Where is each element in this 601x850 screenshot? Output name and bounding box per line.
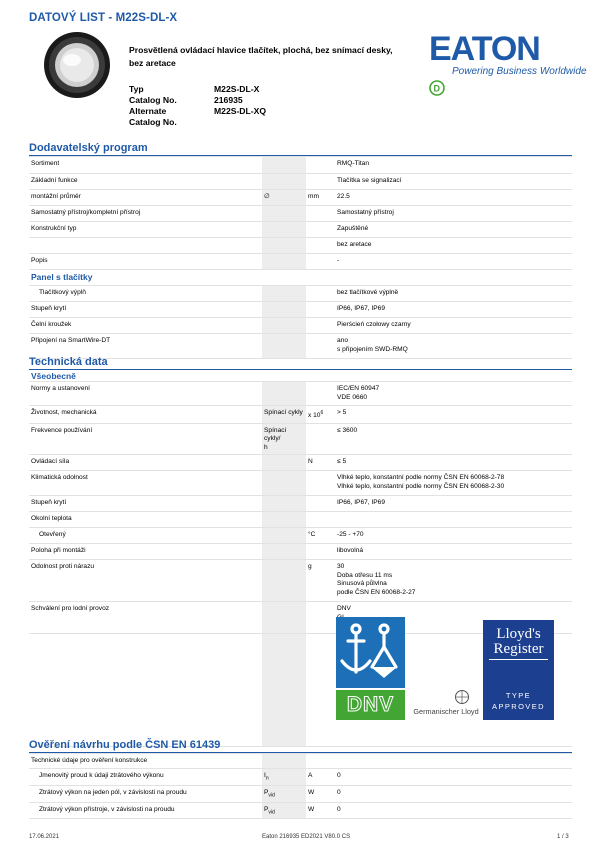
row-unit xyxy=(262,382,306,406)
row-symbol xyxy=(306,602,335,634)
row-value: ≤ 3600 xyxy=(335,423,572,455)
row-value: ≤ 5 xyxy=(335,455,572,471)
table-row xyxy=(29,560,572,602)
table-row xyxy=(29,544,572,560)
row-unit xyxy=(262,423,306,455)
table-row xyxy=(29,496,572,512)
table-row xyxy=(29,785,572,802)
row-unit xyxy=(262,222,306,238)
row-symbol: A xyxy=(306,769,335,786)
unit-subscript: vid xyxy=(268,808,275,815)
row-unit xyxy=(262,455,306,471)
lloyds-register-logo xyxy=(483,620,554,720)
unit-subscript: vid xyxy=(268,792,275,799)
row-value: IP66, IP67, IP69 xyxy=(335,302,572,318)
row-label: Tlačítkový výplň xyxy=(29,286,262,302)
table-row xyxy=(29,769,572,786)
row-unit-line: Spínací cykly/ xyxy=(264,426,287,443)
row-unit: Spínací cykly xyxy=(262,406,306,424)
page-title: DATOVÝ LIST - M22S-DL-X xyxy=(29,12,178,24)
row-value: libovolná xyxy=(335,544,572,560)
eaton-tagline: Powering Business Worldwide xyxy=(452,66,587,77)
row-unit xyxy=(262,560,306,602)
row-unit xyxy=(262,286,306,302)
row-label: Životnost, mechanická xyxy=(29,406,262,424)
row-value: RMQ-Titan xyxy=(335,157,572,174)
row-value xyxy=(335,334,572,359)
unit-subscript: n xyxy=(265,775,269,782)
meta-catalog-label: Catalog No. xyxy=(129,95,177,105)
table-row xyxy=(29,455,572,471)
row-label: Otevřený xyxy=(29,528,262,544)
unit-base: P xyxy=(264,788,269,796)
table-row xyxy=(29,423,572,455)
row-symbol xyxy=(306,512,335,528)
row-unit xyxy=(262,785,306,802)
table-row xyxy=(29,754,572,769)
row-label: Samostatný přístroj/kompletní přístroj xyxy=(29,206,262,222)
section-technicka-subtitle: Všeobecně xyxy=(31,371,76,381)
row-unit xyxy=(262,512,306,528)
table-row xyxy=(29,318,572,334)
row-value: - xyxy=(335,254,572,270)
unit-base: I xyxy=(264,772,266,779)
row-symbol xyxy=(306,423,335,455)
table-row xyxy=(29,174,572,190)
section-divider xyxy=(29,369,572,370)
table-row xyxy=(29,471,572,496)
table-row xyxy=(29,157,572,174)
row-value: Samostatný přístroj xyxy=(335,206,572,222)
row-symbol: g xyxy=(306,560,335,602)
row-unit: ∅ xyxy=(262,190,306,206)
table-row xyxy=(29,382,572,406)
row-value: -25 - +70 xyxy=(335,528,572,544)
row-label: Klimatická odolnost xyxy=(29,471,262,496)
row-value: 0 xyxy=(335,769,572,786)
row-value-line: Doba otřesu 11 ms xyxy=(337,571,393,579)
row-value: 0 xyxy=(335,785,572,802)
row-value: Zapuštěné xyxy=(335,222,572,238)
row-value xyxy=(335,754,572,769)
dnv-logo xyxy=(336,690,405,720)
section-dodavatelsky-title: Dodavatelský program xyxy=(29,142,148,154)
row-symbol xyxy=(306,174,335,190)
section-technicka-title: Technická data xyxy=(29,356,108,368)
row-label: Ovládací síla xyxy=(29,455,262,471)
row-value: Tlačítka se signalizací xyxy=(335,174,572,190)
row-label: Sortiment xyxy=(29,157,262,174)
symbol-base: x 10 xyxy=(308,412,321,420)
row-value xyxy=(335,560,572,602)
row-unit xyxy=(262,769,306,786)
overeni-table xyxy=(29,753,572,819)
row-unit xyxy=(262,318,306,334)
row-symbol: N xyxy=(306,455,335,471)
table-row xyxy=(29,238,572,254)
row-unit-line: h xyxy=(264,443,268,451)
table-row xyxy=(29,406,572,424)
gl-logo-text: Germanischer Lloyd xyxy=(413,707,479,716)
row-label: Stupeň krytí xyxy=(29,302,262,318)
germanischer-lloyd-logo xyxy=(410,689,482,721)
footer-date: 17.06.2021 xyxy=(29,834,60,840)
footer-page-number: 1 / 3 xyxy=(557,834,569,840)
table-row xyxy=(29,802,572,819)
product-description: Prosvětlená ovládací hlavice tlačítek, plochá, bez snímací desky, bez aretace xyxy=(129,45,393,68)
row-value: bez tlačítkové výplně xyxy=(335,286,572,302)
row-symbol xyxy=(306,238,335,254)
row-value-line: IEC/EN 60947 xyxy=(337,385,380,392)
row-value-line: podle ČSN EN 60068-2-27 xyxy=(337,588,416,596)
row-value: 22.5 xyxy=(335,190,572,206)
row-symbol xyxy=(306,222,335,238)
meta-alt-catalog-label: Alternate Catalog No. xyxy=(129,106,177,127)
row-label: Technické údaje pro ověření konstrukce xyxy=(29,754,262,769)
row-value-line: DNV xyxy=(337,605,351,613)
row-unit xyxy=(262,471,306,496)
row-unit xyxy=(262,544,306,560)
row-label: Okolní teplota xyxy=(29,512,262,528)
meta-alt-catalog-value: M22S-DL-XQ xyxy=(214,106,267,116)
row-label: Frekvence používání xyxy=(29,423,262,455)
svg-text:EATON: EATON xyxy=(429,30,540,68)
row-unit xyxy=(262,238,306,254)
row-symbol: W xyxy=(306,785,335,802)
section-overeni-title: Ověření návrhu podle ČSN EN 61439 xyxy=(29,739,221,751)
product-image xyxy=(42,30,112,100)
svg-text:D: D xyxy=(433,83,440,94)
row-value: bez aretace xyxy=(335,238,572,254)
row-unit xyxy=(262,334,306,359)
row-label: Normy a ustanovení xyxy=(29,382,262,406)
row-unit xyxy=(262,496,306,512)
row-label: Základní funkce xyxy=(29,174,262,190)
meta-type-value: M22S-DL-X xyxy=(214,84,260,94)
footer-document-id: Eaton 216935 ED2021 V80.0 CS xyxy=(262,834,351,840)
row-unit xyxy=(262,254,306,270)
table-row xyxy=(29,334,572,359)
row-label: Stupeň krytí xyxy=(29,496,262,512)
table-row xyxy=(29,286,572,302)
row-symbol xyxy=(306,496,335,512)
row-symbol xyxy=(306,754,335,769)
lloyds-divider xyxy=(489,659,548,660)
row-value: 0 xyxy=(335,802,572,819)
meta-type-label: Typ xyxy=(129,84,144,94)
row-symbol xyxy=(306,334,335,359)
row-value: Pierścień czołowy czarny xyxy=(335,318,572,334)
row-symbol xyxy=(306,406,335,424)
row-unit xyxy=(262,802,306,819)
meta-catalog-value: 216935 xyxy=(214,95,243,105)
register-text: Register xyxy=(493,641,544,657)
row-label: Jmenovitý proud k údaji ztrátového výkonu xyxy=(29,769,262,786)
row-label: Ztrátový výkon na jeden pól, v závislosti na proudu xyxy=(29,785,262,802)
row-label: Odolnost proti nárazu xyxy=(29,560,262,602)
row-unit xyxy=(262,634,306,747)
row-label: Připojení na SmartWire-DT xyxy=(29,334,262,359)
lloyds-text: Lloyd's xyxy=(496,626,541,642)
row-label: Čelní kroužek xyxy=(29,318,262,334)
row-value-line: 30 xyxy=(337,563,345,571)
type-text: TYPE xyxy=(505,691,532,700)
row-label xyxy=(29,634,262,747)
row-label: Konstrukční typ xyxy=(29,222,262,238)
d-certification-icon xyxy=(429,80,445,96)
dnv-anchor-logo xyxy=(336,617,405,688)
row-symbol xyxy=(306,254,335,270)
row-label: montážní průměr xyxy=(29,190,262,206)
row-symbol: W xyxy=(306,802,335,819)
row-value xyxy=(335,512,572,528)
row-unit xyxy=(262,302,306,318)
table-row xyxy=(29,222,572,238)
row-unit xyxy=(262,754,306,769)
row-symbol xyxy=(306,544,335,560)
dnv-logo-text: DNV xyxy=(346,693,395,716)
row-symbol xyxy=(306,318,335,334)
row-value xyxy=(335,471,572,496)
row-value-line: VDE 0660 xyxy=(337,393,368,401)
row-unit xyxy=(262,174,306,190)
row-label: Poloha při montáži xyxy=(29,544,262,560)
row-unit xyxy=(262,528,306,544)
gl-emblem-icon xyxy=(454,689,470,705)
table-row xyxy=(29,302,572,318)
row-symbol xyxy=(306,286,335,302)
table-row xyxy=(29,528,572,544)
table-row xyxy=(29,190,572,206)
symbol-exponent: 6 xyxy=(320,410,324,416)
dodavatelsky-table xyxy=(29,156,572,359)
row-label xyxy=(29,238,262,254)
table-row xyxy=(29,254,572,270)
row-symbol xyxy=(306,471,335,496)
row-value-line: Vlhké teplo, konstantní podle normy ČSN EN 60068-2-30 xyxy=(337,482,505,490)
row-value-line: Sinusová půlvlna xyxy=(337,580,387,588)
row-symbol xyxy=(306,302,335,318)
row-value xyxy=(335,382,572,406)
row-value-line: s připojením SWD-RMQ xyxy=(337,345,408,353)
row-unit xyxy=(262,157,306,174)
approved-text: APPROVED xyxy=(492,702,545,711)
row-label: Popis xyxy=(29,254,262,270)
row-symbol: mm xyxy=(306,190,335,206)
unit-base: P xyxy=(264,805,269,813)
row-value-line: ano xyxy=(337,337,349,344)
row-value-line: Vlhké teplo, konstantní podle normy ČSN EN 60068-2-78 xyxy=(337,474,505,482)
row-symbol xyxy=(306,157,335,174)
row-symbol xyxy=(306,382,335,406)
row-label: Schválení pro lodní provoz xyxy=(29,602,262,634)
row-symbol xyxy=(306,206,335,222)
panel-subheading: Panel s tlačítky xyxy=(31,272,93,282)
row-unit xyxy=(262,602,306,634)
panel-subheading-row xyxy=(29,270,572,286)
row-value: IP66, IP67, IP69 xyxy=(335,496,572,512)
table-row xyxy=(29,512,572,528)
row-symbol: °C xyxy=(306,528,335,544)
row-value: > 5 xyxy=(335,406,572,424)
row-symbol xyxy=(306,634,335,747)
row-label: Ztrátový výkon přístroje, v závislosti na proudu xyxy=(29,802,262,819)
table-row xyxy=(29,206,572,222)
row-unit xyxy=(262,206,306,222)
